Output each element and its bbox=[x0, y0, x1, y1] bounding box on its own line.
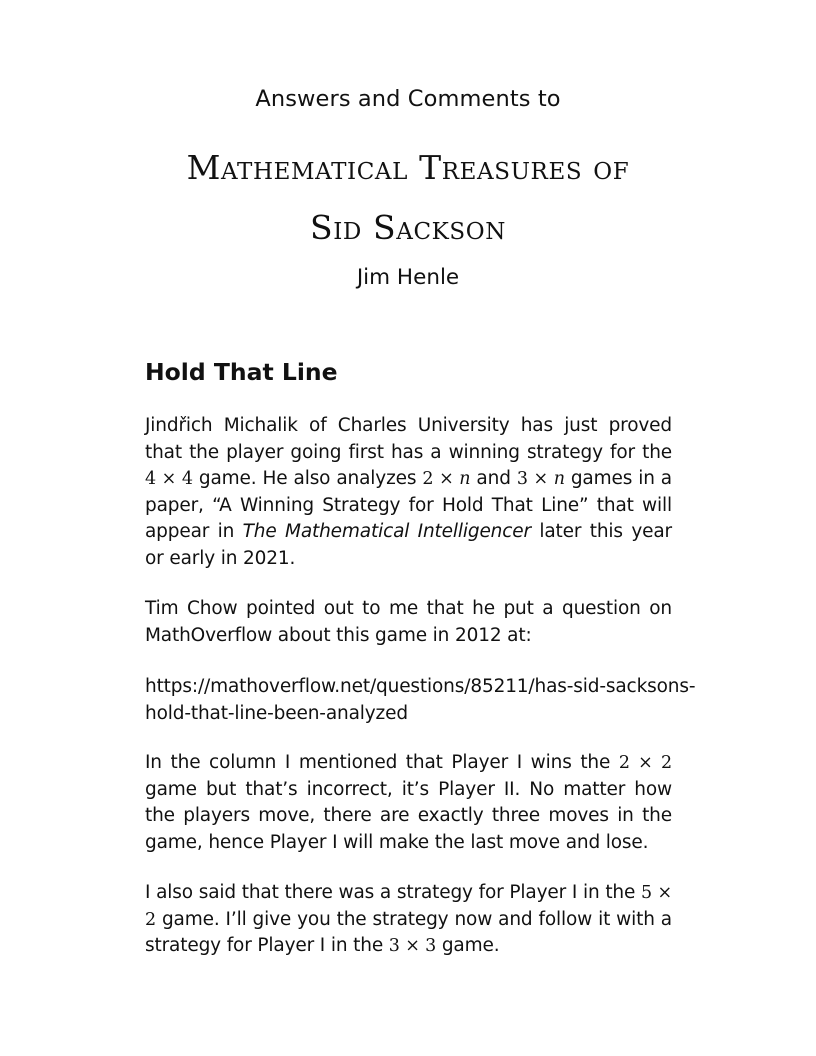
pre-title: Answers and Comments to bbox=[255, 86, 561, 112]
p1-text-2: game. He also analyzes bbox=[192, 468, 423, 489]
p1-text-1: Jindřich Michalik of Charles University has just proved that the player going first has a winning strategy for the bbox=[145, 415, 672, 463]
p1-math-1: 4 × 4 bbox=[145, 469, 193, 489]
title-line-2: Sid Sackson bbox=[310, 208, 506, 247]
journal-name: The Mathematical Intelligencer bbox=[242, 521, 531, 542]
p1-text-4: games in a paper, “A Winning Strategy for Hold That Line” that will appear in bbox=[145, 468, 672, 542]
p5-text-2: game. I’ll give you the strategy now and follow it with a strategy for Player I in the bbox=[145, 908, 672, 956]
p1-math-3b: n bbox=[553, 469, 565, 489]
p5-text-3: game. bbox=[436, 935, 500, 956]
author: Jim Henle bbox=[356, 265, 460, 290]
p1-text-3: and bbox=[470, 468, 517, 489]
p5-math-1: 5 × 2 bbox=[145, 883, 672, 930]
p5-math-2: 3 × 3 bbox=[388, 936, 437, 956]
p4-math-1: 2 × 2 bbox=[618, 753, 672, 773]
p1-text-5: later this year or early in 2021. bbox=[145, 521, 672, 569]
paragraph-2: Tim Chow pointed out to me that he put a question on MathOverflow about this game in 2012 at: bbox=[145, 598, 672, 646]
title-line-1: Mathematical Treasures of bbox=[186, 148, 630, 187]
p1-math-2a: 2 × bbox=[422, 469, 460, 489]
paragraph-4 bbox=[145, 750, 672, 856]
paragraph-5 bbox=[145, 880, 672, 960]
p1-math-2b: n bbox=[459, 469, 471, 489]
p4-text-2: game but that’s incorrect, it’s Player II. No matter how the players move, there are exactly three moves in the game, hence Player I will make the last move and lose. bbox=[145, 778, 672, 853]
p4-text-1: In the column I mentioned that Player I wins the bbox=[145, 752, 619, 773]
section-heading: Hold That Line bbox=[145, 358, 338, 386]
p5-text-1: I also said that there was a strategy for Player I in the bbox=[145, 882, 642, 903]
paragraph-1 bbox=[145, 413, 672, 572]
p1-math-3a: 3 × bbox=[516, 469, 554, 489]
url-text: https://mathoverflow.net/questions/85211/has-sid-sacksons-hold-that-line-been-analyzed bbox=[145, 676, 696, 724]
